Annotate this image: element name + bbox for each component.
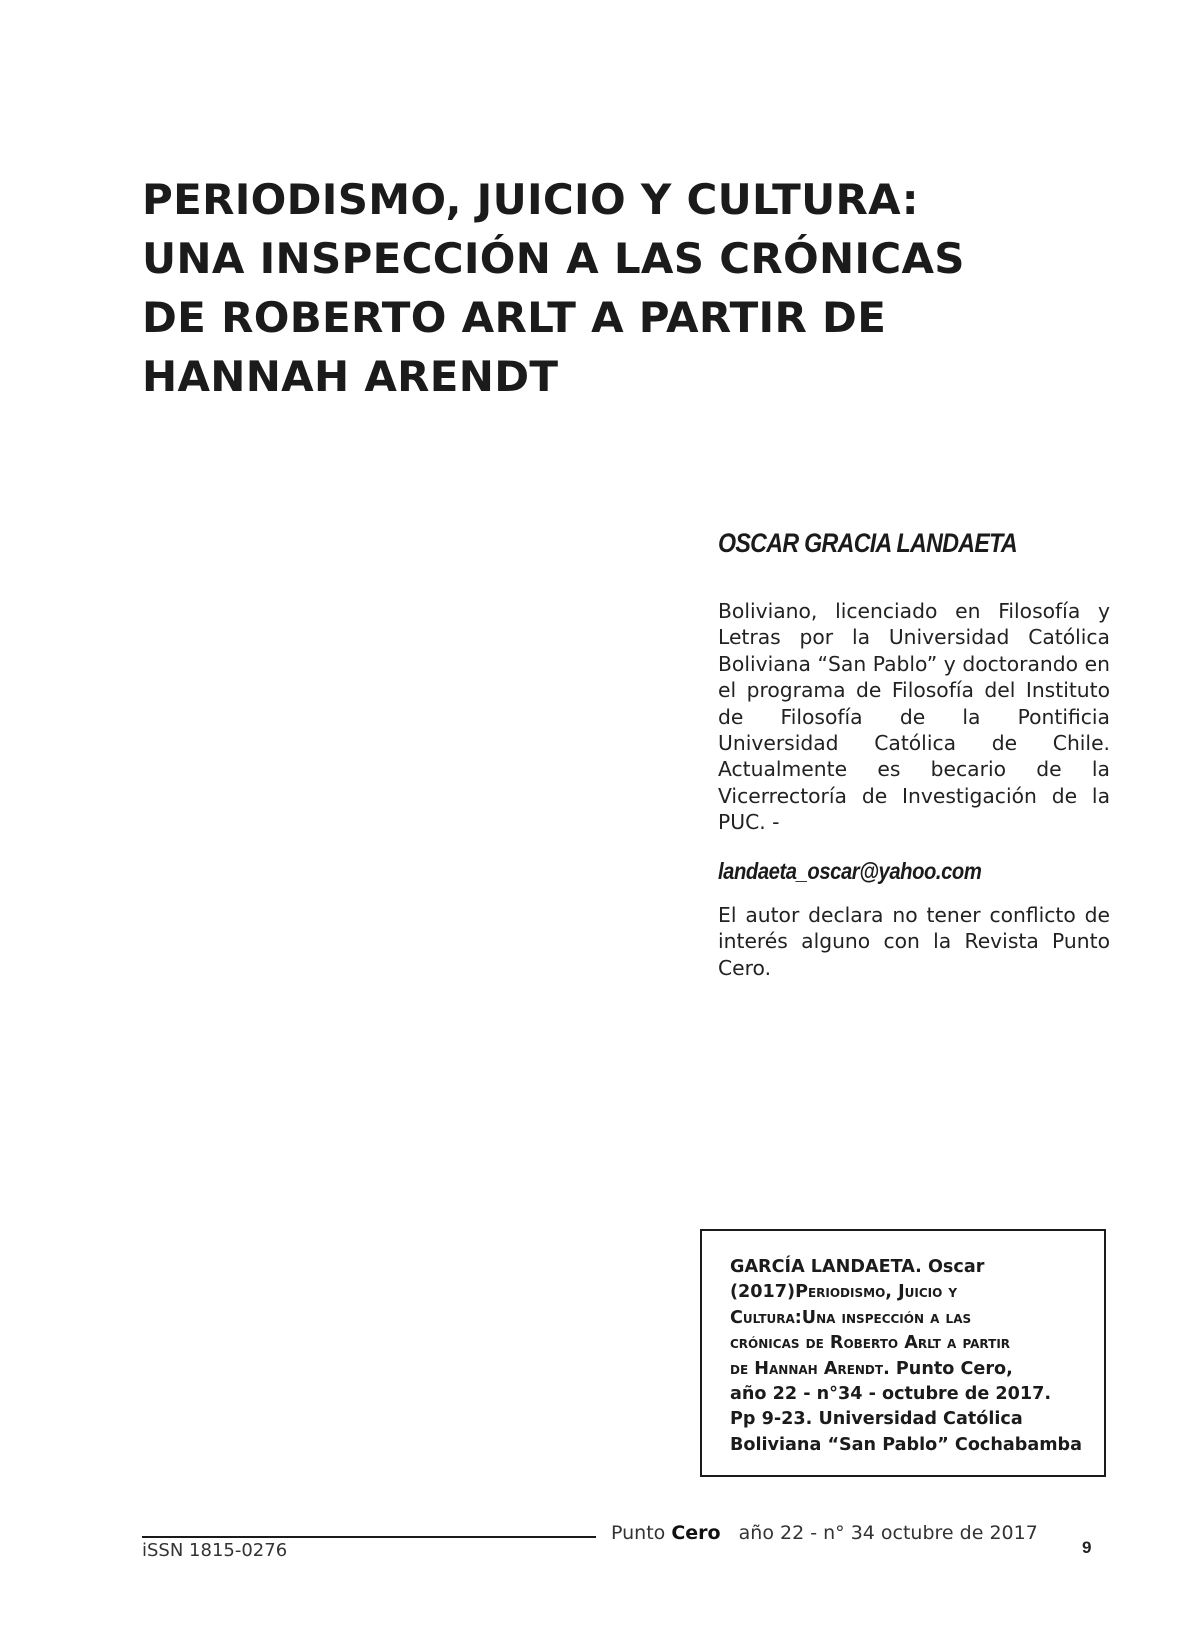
footer-rule xyxy=(142,1536,596,1538)
citation-line: Boliviana “San Pablo” Cochabamba xyxy=(730,1434,1082,1455)
conflict-of-interest-statement: El autor declara no tener conflicto de interés alguno con la Revista Punto Cero. xyxy=(718,903,1110,980)
footer-journal-info xyxy=(611,1522,1038,1544)
citation-title-part: crónicas de Roberto Arlt a partir xyxy=(730,1333,1011,1354)
citation-title-part: de Hannah Arendt xyxy=(730,1358,884,1379)
citation-line: GARCÍA LANDAETA. Oscar xyxy=(730,1257,985,1277)
page-number: 9 xyxy=(1082,1538,1092,1557)
title-line-4: HANNAH ARENDT xyxy=(142,352,559,401)
citation-line xyxy=(730,1280,1102,1305)
citation-box xyxy=(700,1229,1106,1477)
author-email[interactable]: landaeta_oscar@yahoo.com xyxy=(718,858,982,884)
citation-line: Pp 9-23. Universidad Católica xyxy=(730,1409,1023,1430)
author-bio: Boliviano, licenciado en Filosofía y Letras por la Universidad Católica Boliviana “San Pablo” y doctorando en el programa de Filosofía del Instituto de Filosofía de la Pontificia Universidad Católica de Chile. Actualmente es becario de la Vicerrectoría de Investigación de la PUC. - xyxy=(718,599,1110,835)
article-title xyxy=(142,170,1082,406)
author-name: OSCAR GRACIA LANDAETA xyxy=(718,528,1018,558)
citation-text xyxy=(730,1255,1102,1458)
title-line-1: PERIODISMO, JUICIO Y CULTURA: xyxy=(142,175,919,224)
issue-info: año 22 - n° 34 octubre de 2017 xyxy=(738,1522,1038,1544)
citation-line: año 22 - n°34 - octubre de 2017. xyxy=(730,1384,1052,1405)
citation-journal: . Punto Cero, xyxy=(883,1358,1013,1379)
citation-line xyxy=(730,1357,1102,1382)
citation-year: (2017) xyxy=(730,1282,796,1303)
title-line-3: DE ROBERTO ARLT A PARTIR DE xyxy=(142,293,887,342)
citation-title-part: Cultura:Una inspección a las xyxy=(730,1307,972,1328)
title-line-2: UNA INSPECCIÓN A LAS CRÓNICAS xyxy=(142,234,965,283)
footer-issn: iSSN 1815-0276 xyxy=(142,1540,288,1561)
citation-title-part: Periodismo, Juicio y xyxy=(795,1282,958,1303)
journal-name: Cero xyxy=(671,1522,721,1544)
journal-name-prefix: Punto xyxy=(611,1522,666,1544)
